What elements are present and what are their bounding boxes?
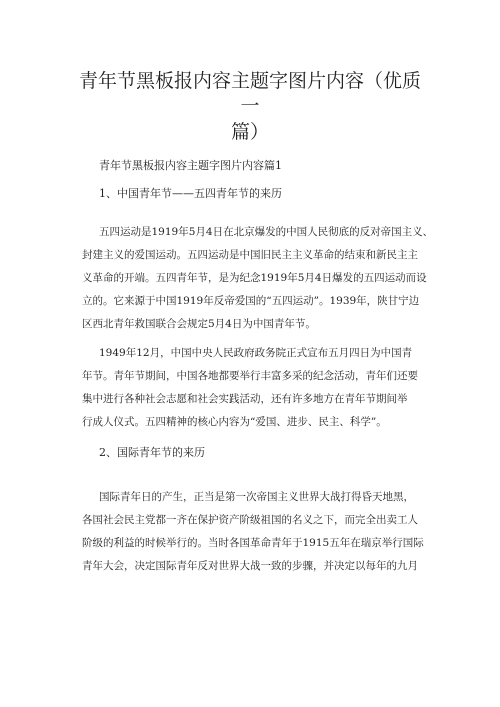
paragraph-line: 行成人仪式。五四精神的核心内容为“爱国、进步、民主、科学”。 <box>82 416 387 428</box>
paragraph-line: 立的。它来源于中国1919年反帝爱国的“五四运动”。1939年，陕甘宁边 <box>82 295 420 307</box>
paragraph-line: 集中进行各种社会志愿和社会实践活动，还有许多地方在青年节期间举 <box>82 393 408 405</box>
document-title-line-1: 青年节黑板报内容主题字图片内容（优质 <box>78 70 421 92</box>
section-1-heading: 1、中国青年节——五四青年节的来历 <box>99 187 282 200</box>
paragraph-line: 阶级的利益的时候举行的。当时各国革命青年于1915五年在瑞京举行国际 <box>82 537 424 549</box>
paragraph-line: 1949年12月，中国中央人民政府政务院正式宣布五月四日为中国青 <box>99 347 413 359</box>
document-subtitle: 青年节黑板报内容主题字图片内容篇1 <box>99 159 282 172</box>
document-title-line-3: 篇） <box>230 121 269 143</box>
paragraph-line: 区西北青年救国联合会规定5月4日为中国青年节。 <box>82 318 316 330</box>
section-2-heading: 2、国际青年节的来历 <box>99 446 205 459</box>
document-title-line-2: 一 <box>240 95 260 117</box>
paragraph-line: 年节。青年节期间，中国各地都要举行丰富多采的纪念活动，青年们还要 <box>82 370 418 382</box>
paragraph-line: 国际青年日的产生，正当是第一次帝国主义世界大战打得昏天地黑， <box>99 491 414 503</box>
paragraph-line: 各国社会民主党都一齐在保护资产阶级祖国的名义之下，而完全出卖工人 <box>82 514 418 526</box>
paragraph-line: 封建主义的爱国运动。五四运动是中国旧民主主义革命的结束和新民主主 <box>82 249 418 261</box>
paragraph-line: 五四运动是1919年5月4日在北京爆发的中国人民彻底的反对帝国主义、 <box>99 226 434 238</box>
paragraph-line: 义革命的开端。五四青年节，是为纪念1919年5月4日爆发的五四运动而设 <box>82 272 427 284</box>
paragraph-line: 青年大会，决定国际青年反对世界大战一致的步骤，并决定以每年的九月 <box>82 560 418 572</box>
